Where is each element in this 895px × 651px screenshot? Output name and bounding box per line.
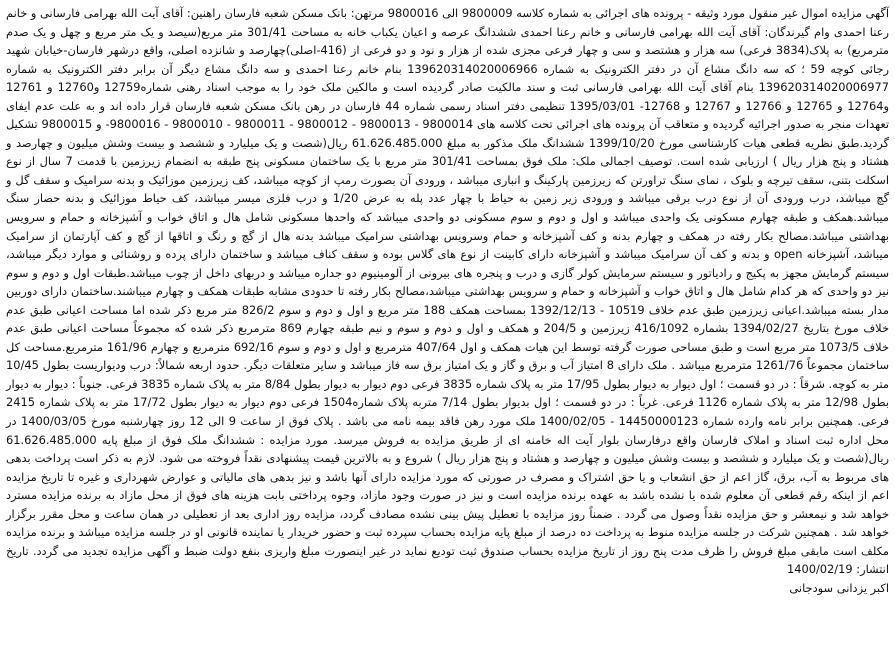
signature: اکبر یزدانی سودجانی (789, 580, 889, 595)
auction-notice-body: آگهی مزایده اموال غیر منقول مورد وثیقه - پرونده های اجرائی به شماره کلاسه 9800009 الی 9800016 مرتهن: بانک مسکن شعبه فارسان راهنین: آقای آیت الله بهرامی فارسانی و خانم رعنا احمدی وام گیرندگان: آقای آیت الله بهرامی فارسانی و خانم رعنا احمدی ششدانگ عرصه و اعیان یکباب خانه به مساحت 301/41 متر مربع(سیصد و یک متر مربع و چهل و یک صدم مترمربع) به پلاک(3834 فرعی) سه هزار و هشتصد و سی و چهار فرعی مجزی شده از هزار و نود و دو فرعی از (416-اصلی)چهارصد و شانزده اصلی، واقع درشهر فارسان-خیابان شهید رجائی کوچه 59 ؛ که سه دانگ مشاع آن در دفتر الکترونیک به شماره 139620314020006966 بنام خانم رعنا احمدی و سه دانگ مشاع دیگر آن برابر دفتر الکترونیک به شماره 139620314020006977 بنام آقای آیت الله بهرامی فارسانی ثبت و سند مالکیت صادر گردیده است و مالکین ملک خود را به موجب اسناد رهنی شماره12759 و12760 و 12761 و12764 و 12765 و 12766 و 12767 و 12768- 1395/03/01 تنظیمی دفتر اسناد رسمی شماره 44 فارسان در رهن بانک مسکن شعبه فارسان قرار داده اند و به علت عدم ایفای تعهدات منجر به صدور اجرائیه گردیده و متعاقب آن پرونده های اجرائی تحت کلاسه های 9800014 - 9800013 - 9800012 - 9800011 - 9800010 - 9800016- و 9800015 تشکیل گردید.طبق نظریه قطعی هیات کارشناسی مورخ 1399/10/20 ششدانگ ملک مذکور به مبلغ 61.626.485.000 ریال(شصت و یک میلیارد و ششصد و بیست وشش میلیون و چهارصد و هشتاد و پنج هزار ریال ) ارزیابی شده است. توصیف اجمالی ملک: ملک فوق بمساحت 301/41 متر مربع با یک ساختمان مسکونی پنج طبقه به انضمام زیرزمین با قدمت 7 سال از نوع اسکلت بتنی، سقف تیرچه و بلوک ، نمای سنگ تراورتن که زیرزمین پارکینگ و انباری میباشد ، ورودی آن بصورت رمپ از کوچه میباشد، کف زیرزمین موزائیک و بدنه سرامیک و سقف گل و گچ میباشد، درب ورودی آن از نوع درب برقی میباشد و ورودی زیر زمین به حیاط با چهار عدد پله به عرض 1/20 و درب فلزی میسر میباشد، کف حیاط موزائیک و بدنه حصار سنگ میباشد.همکف و طبقه چهارم مسکونی یک واحدی میباشد و اول و دوم و سوم مسکونی دو واحدی میباشد که واحدها مسکونی شامل هال و اتاق خواب و آشپزخانه و حمام و سرویس بهداشتی میباشد.مصالح بکار رفته در همکف و چهارم بدنه و کف آشپزخانه و حمام وسرویس بهداشتی سرامیک میباشد بدنه هال از گچ و رنگ و اتاقها از گچ و کف آپارتمان از سرامیک میباشد، آشپزخانه open و بدنه و کف آن سرامیک میباشد و آشپزخانه دارای کابینت از نوع های گلاس بوده و سقف کناف میباشد و ساختمان دارای پرده و روشنائی و موارد دیگر میباشد، سیستم گرمایش مجهز به پکیج و رادیاتور و سیستم سرمایش کولر گازی و درب و پنجره های بیرونی از آلومینیوم دو جداره میباشد و دربهای داخل از چوب میباشد.طبقات اول و دوم و سوم نیز دو واحدی که هر کدام شامل هال و اتاق خواب و آشپزخانه و حمام و سرویس بهداشتی میباشد،مصالح بکار رفته تا حدودی مشابه طبقات همکف و چهارم میباشند.ساختمان دارای دوربین مدار بسته میباشد.اعیانی زیرزمین طبق عدم خلاف 10519 - 1392/12/13 بمساحت همکف 188 متر مربع و اول و دوم و سوم 826/2 متر مربع ذکر شده اما مساحت اعیانی طبق عدم خلاف مورخ بتاریخ 1394/02/27 بشماره 416/1092 زیرزمین و 204/5 و همکف و اول و دوم و سوم و نیم طبقه چهارم 869 مترمربع ذکر شده که مجموعاً مساحت اعیانی طبق عدم خلاف 1073/5 متر مربع است و طبق مساحی صورت گرفته توسط این هیات همکف و اول 407/64 مترمربع و اول و دوم و سوم 692/16 مترمربع و چهارم 161/96 مترمربع.مساحت کل ساختمان مجموعاً 1261/76 مترمربع میباشد . ملک دارای 8 امتیاز آب و برق و گاز و یک امتیاز برق سه فاز میباشد و سایر متعلقات دیگر. حدود اربعه شمالاً: درب ودیواریست بطول 10/45 متر به کوچه. شرقاً : در دو قسمت ؛ اول دیوار به دیوار بطول 17/95 متر به پلاک شماره 3835 فرعی دوم دیوار به دیوار بطول 8/84 متر به پلاک شماره 3835 فرعی. جنوباً : دیوار به دیوار بطول 12/98 متر به پلاک شماره 1126 فرعی. غرباً : در دو قسمت ؛ اول بدیوار بطول 7/14 متربه پلاک شماره1504 فرعی دوم دیوار به دیوار بطول 17/72 متر به پلاک شماره 2415 فرعی. همچنین برابر نامه وارده شماره 14450000123 - 1400/02/05 ملک مورد رهن فاقد بیمه نامه می باشد . پلاک فوق از ساعت 9 الی 12 روز چهارشنبه مورخ 1400/03/05 در محل اداره ثبت اسناد و املاک فارسان واقع درفارسان بلوار آیت اله خامنه ای از طریق مزایده به فروش میرسد. مورد مزایده : ششدانگ ملک فوق از مبلغ پایه 61.626.485.000 ریال(شصت و یک میلیارد و ششصد و بیست وشش میلیون و چهارصد و هشتاد و پنج هزار ریال ) شروع و به بالاترین قیمت پیشنهادی نقداً فروخته می شود. لازم به ذکر است پرداخت بدهی های مربوط به آب، برق، گاز اعم از حق انشعاب و یا حق اشتراک و مصرف در صورتی که مورد مزایده دارای آنها باشد و نیز بدهی های مالیاتی و عوارض شهرداری و غیره تا تاریخ مزایده اعم از اینکه رقم قطعی آن معلوم شده یا نشده باشد به عهده برنده مزایده است و نیز در صورت وجود مازاد، وجوه پرداختی بابت هزینه های فوق از محل مازاد به برنده مزایده مسترد خواهد شد و نیمعشر و حق مزایده نقداً وصول می گردد . ضمناً روز مزایده با تعطیل پیش بینی نشده مصادف گردد، مزایده روز اداری بعد از تعطیلی در همان ساعت و محل مقرر برگزار خواهد شد . همچنین شرکت در جلسه مزایده منوط به پرداخت ده درصد از مبلغ پایه مزایده بحساب سپرده ثبت و حضور خریدار یا نماینده قانونی او در جلسه مزایده میباشد و برنده مزایده مکلف است مابقی مبلغ فروش را ظرف مدت پنج روز از تاریخ مزایده بحساب صندوق ثبت تودیع نماید در غیر اینصورت مبلغ واریزی بنفع دولت ضبط و آگهی مزایده تجدید می گردد. تاریخ انتشار: 1400/02/19 (6, 6, 890, 577)
